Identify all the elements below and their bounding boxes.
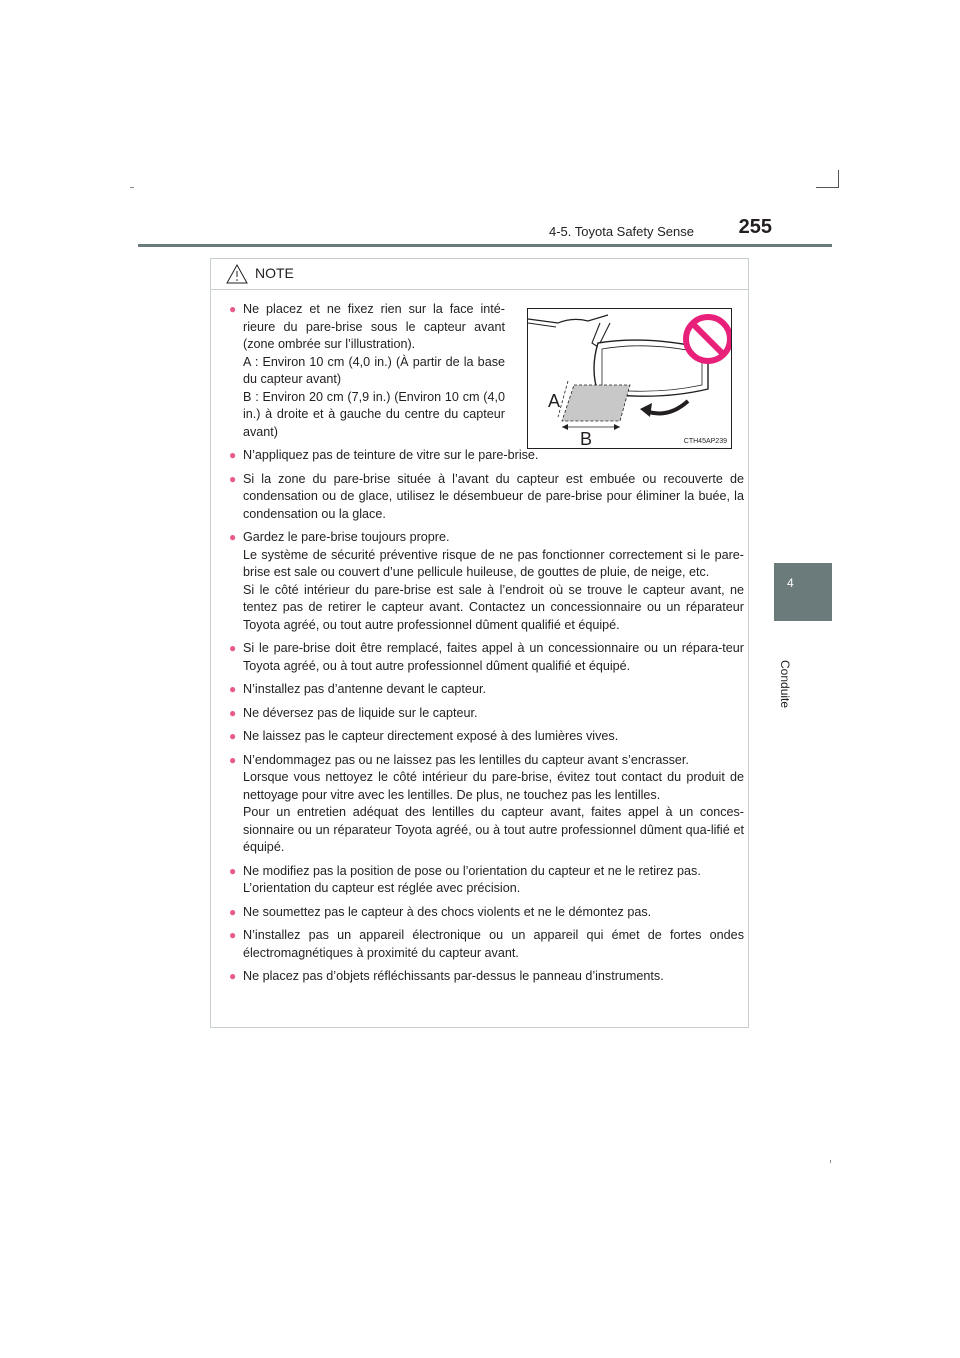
item-text: Ne modifiez pas la position de pose ou l’orientation du capteur et ne le retirez pas. bbox=[243, 863, 701, 878]
bullet-icon: ● bbox=[229, 705, 237, 720]
bullet-icon: ● bbox=[229, 729, 237, 743]
item-text: Si la zone du pare-brise située à l’avant du capteur est embuée ou recouverte de condensation ou de glace, utilisez le désembueur de pare-brise pour éliminer la buée, la condensation ou la glace. bbox=[243, 471, 744, 521]
bullet-icon: ● bbox=[229, 471, 237, 486]
item-text: A : Environ 10 cm (4,0 in.) (À partir de la base du capteur avant) bbox=[243, 354, 505, 386]
item-text: N’endommagez pas ou ne laissez pas les lentilles du capteur avant s’encrasser. bbox=[243, 752, 689, 767]
illustration-code: CTH45AP239 bbox=[683, 438, 727, 445]
list-item bbox=[229, 705, 744, 723]
chapter-tab bbox=[774, 563, 832, 621]
list-item bbox=[229, 640, 744, 675]
item-text: Pour un entretien adéquat des lentilles du capteur avant, faites appel à un conces-sionnaire ou un réparateur Toyota agréé, ou à tout autre professionnel dûment qua-lifié et équipé. bbox=[243, 805, 744, 854]
item-text: Ne laissez pas le capteur directement exposé à des lumières vives. bbox=[243, 729, 619, 743]
item-text: Ne soumettez pas le capteur à des chocs violents et ne le démontez pas. bbox=[243, 904, 652, 919]
item-text: Le système de sécurité préventive risque de ne pas fonctionner correctement si le pare-brise est sale ou couvert d’une pellicule huileuse, de gouttes de pluie, de neige, etc. bbox=[243, 547, 744, 579]
bullet-icon: ● bbox=[229, 863, 237, 878]
item-text: Gardez le pare-brise toujours propre. bbox=[243, 530, 450, 544]
item-text: Ne déversez pas de liquide sur le capteur. bbox=[243, 705, 478, 720]
windshield-sensor-drawing bbox=[528, 309, 731, 448]
item-text: Lorsque vous nettoyez le côté intérieur du pare-brise, évitez tout contact du produit de nettoyage pour vitre avec les lentilles. De plus, ne touchez pas les lentilles. bbox=[243, 770, 744, 802]
list-item bbox=[229, 752, 744, 857]
item-text: Ne placez et ne fixez rien sur la face inté-rieure du pare-brise sous le capteur avant (zone ombrée sur l’illustration). bbox=[243, 302, 505, 351]
bullet-icon: ● bbox=[229, 682, 237, 696]
bullet-icon: ● bbox=[229, 448, 237, 462]
bullet-icon: ● bbox=[229, 302, 237, 316]
item-text: L’orientation du capteur est réglée avec précision. bbox=[243, 881, 521, 895]
list-item bbox=[229, 968, 744, 986]
label-a: A bbox=[548, 391, 561, 411]
item-text: N’appliquez pas de teinture de vitre sur le pare-brise. bbox=[243, 448, 539, 462]
chapter-label: Conduite bbox=[778, 660, 792, 709]
label-b: B bbox=[580, 429, 593, 449]
list-item bbox=[229, 904, 744, 922]
bullet-icon: ● bbox=[229, 928, 237, 942]
list-item bbox=[229, 728, 744, 746]
crop-mark bbox=[838, 170, 839, 188]
note-header bbox=[211, 259, 748, 290]
crop-mark bbox=[130, 187, 134, 188]
item-text: Ne placez pas d’objets réfléchissants par-dessus le panneau d’instruments. bbox=[243, 969, 664, 983]
page-header bbox=[400, 216, 772, 246]
list-item bbox=[229, 529, 744, 634]
list-item bbox=[229, 681, 744, 699]
item-text: Si le côté intérieur du pare-brise est sale à l’endroit où se trouve le capteur avant, ne tentez pas de retirer le capteur avant. Contactez un concessionnaire ou un réparateur Toyota agréé, ou tout autre professionnel dûment qualifié et équipé. bbox=[243, 582, 744, 632]
item-text: N’installez pas d’antenne devant le capteur. bbox=[243, 682, 486, 696]
item-text: N’installez pas un appareil électronique ou un appareil qui émet de fortes ondes électromagnétiques à proximité du capteur avant. bbox=[243, 928, 744, 960]
section-title: 4-5. Toyota Safety Sense bbox=[548, 224, 694, 239]
page-number: 255 bbox=[738, 216, 772, 238]
list-item bbox=[229, 863, 744, 898]
item-text: Si le pare-brise doit être remplacé, faites appel à un concessionnaire ou un répara-teur Toyota agréé, ou à tout autre professionnel dûment qualifié et équipé. bbox=[243, 641, 744, 673]
crop-mark bbox=[830, 1160, 831, 1163]
warning-triangle-icon bbox=[225, 263, 249, 285]
list-item bbox=[229, 471, 744, 524]
header-rule bbox=[138, 244, 832, 247]
item-text: B : Environ 20 cm (7,9 in.) (Environ 10 cm (4,0 in.) à droite et à gauche du centre du capteur avant) bbox=[243, 389, 505, 439]
chapter-number: 4 bbox=[787, 576, 794, 590]
bullet-icon: ● bbox=[229, 904, 237, 919]
bullet-icon: ● bbox=[229, 752, 237, 767]
bullet-icon: ● bbox=[229, 641, 237, 655]
bullet-icon: ● bbox=[229, 530, 237, 544]
crop-mark bbox=[816, 187, 838, 188]
sensor-illustration bbox=[527, 308, 732, 449]
list-item bbox=[229, 927, 744, 962]
bullet-icon: ● bbox=[229, 969, 237, 983]
note-title: NOTE bbox=[255, 265, 294, 281]
